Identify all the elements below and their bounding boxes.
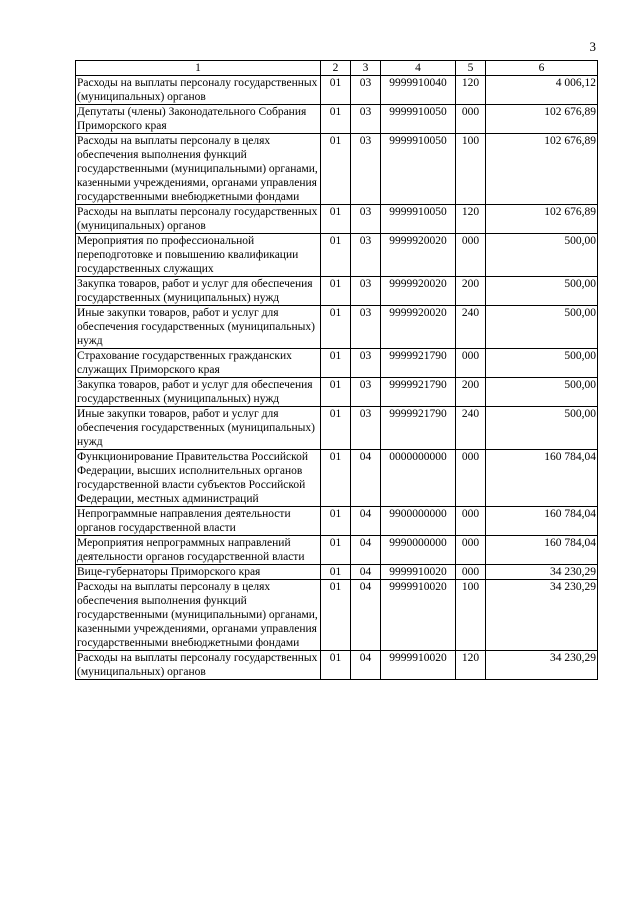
row-target-item-cell: 9990000000 [381, 536, 456, 565]
row-section-cell: 01 [321, 205, 351, 234]
table-row [76, 306, 598, 349]
row-subsection-cell: 03 [351, 76, 381, 105]
table-row [76, 565, 598, 580]
table-row [76, 651, 598, 680]
row-target-item-cell: 9900000000 [381, 507, 456, 536]
row-target-item-cell: 9999921790 [381, 349, 456, 378]
table-row [76, 349, 598, 378]
table-row [76, 378, 598, 407]
row-expense-type-cell: 000 [456, 565, 486, 580]
row-expense-type-cell: 240 [456, 306, 486, 349]
row-expense-type-cell: 100 [456, 580, 486, 651]
table-row [76, 536, 598, 565]
row-name-cell: Мероприятия по профессиональной переподготовке и повышению квалификации государственных служащих [76, 234, 321, 277]
table-row [76, 105, 598, 134]
column-header: 5 [456, 61, 486, 76]
row-section-cell: 01 [321, 407, 351, 450]
row-target-item-cell: 9999910040 [381, 76, 456, 105]
budget-table [75, 60, 598, 680]
row-expense-type-cell: 000 [456, 105, 486, 134]
table-row [76, 277, 598, 306]
row-subsection-cell: 04 [351, 536, 381, 565]
row-target-item-cell: 9999921790 [381, 378, 456, 407]
row-section-cell: 01 [321, 349, 351, 378]
row-name-cell: Функционирование Правительства Российской Федерации, высших исполнительных органов государственной власти субъектов Российской Федерации, местных администраций [76, 450, 321, 507]
row-expense-type-cell: 200 [456, 378, 486, 407]
page-number: 3 [589, 39, 596, 54]
row-name-cell: Расходы на выплаты персоналу государственных (муниципальных) органов [76, 205, 321, 234]
row-subsection-cell: 03 [351, 105, 381, 134]
row-name-cell: Расходы на выплаты персоналу в целях обеспечения выполнения функций государственными (муниципальными) органами, казенными учреждениями, органами управления государственными внебюджетными фондами [76, 134, 321, 205]
column-header: 2 [321, 61, 351, 76]
table-row [76, 134, 598, 205]
row-section-cell: 01 [321, 651, 351, 680]
row-amount-cell: 500,00 [486, 277, 598, 306]
row-subsection-cell: 03 [351, 378, 381, 407]
row-amount-cell: 34 230,29 [486, 565, 598, 580]
row-expense-type-cell: 000 [456, 234, 486, 277]
row-target-item-cell: 9999910050 [381, 205, 456, 234]
table-row [76, 580, 598, 651]
row-amount-cell: 34 230,29 [486, 580, 598, 651]
row-subsection-cell: 03 [351, 134, 381, 205]
row-name-cell: Вице-губернаторы Приморского края [76, 565, 321, 580]
row-amount-cell: 34 230,29 [486, 651, 598, 680]
row-target-item-cell: 9999910020 [381, 580, 456, 651]
row-section-cell: 01 [321, 134, 351, 205]
row-expense-type-cell: 000 [456, 536, 486, 565]
row-name-cell: Расходы на выплаты персоналу в целях обеспечения выполнения функций государственными (муниципальными) органами, казенными учреждениями, органами управления государственными внебюджетными фондами [76, 580, 321, 651]
row-target-item-cell: 9999920020 [381, 234, 456, 277]
row-amount-cell: 160 784,04 [486, 536, 598, 565]
row-amount-cell: 160 784,04 [486, 450, 598, 507]
column-number-row [76, 61, 598, 76]
row-section-cell: 01 [321, 580, 351, 651]
row-subsection-cell: 03 [351, 234, 381, 277]
row-name-cell: Мероприятия непрограммных направлений деятельности органов государственной власти [76, 536, 321, 565]
row-expense-type-cell: 120 [456, 205, 486, 234]
row-section-cell: 01 [321, 565, 351, 580]
row-name-cell: Иные закупки товаров, работ и услуг для обеспечения государственных (муниципальных) нужд [76, 306, 321, 349]
row-target-item-cell: 9999910050 [381, 105, 456, 134]
row-target-item-cell: 0000000000 [381, 450, 456, 507]
row-subsection-cell: 04 [351, 580, 381, 651]
row-amount-cell: 500,00 [486, 234, 598, 277]
row-subsection-cell: 03 [351, 205, 381, 234]
row-amount-cell: 4 006,12 [486, 76, 598, 105]
row-expense-type-cell: 200 [456, 277, 486, 306]
row-target-item-cell: 9999920020 [381, 306, 456, 349]
row-subsection-cell: 04 [351, 651, 381, 680]
row-amount-cell: 102 676,89 [486, 105, 598, 134]
table-row [76, 407, 598, 450]
row-subsection-cell: 04 [351, 507, 381, 536]
row-name-cell: Закупка товаров, работ и услуг для обеспечения государственных (муниципальных) нужд [76, 378, 321, 407]
row-name-cell: Закупка товаров, работ и услуг для обеспечения государственных (муниципальных) нужд [76, 277, 321, 306]
row-amount-cell: 500,00 [486, 306, 598, 349]
row-target-item-cell: 9999910020 [381, 565, 456, 580]
table-body [76, 76, 598, 680]
row-target-item-cell: 9999921790 [381, 407, 456, 450]
row-subsection-cell: 04 [351, 565, 381, 580]
table-row [76, 205, 598, 234]
column-header: 4 [381, 61, 456, 76]
row-subsection-cell: 03 [351, 349, 381, 378]
row-amount-cell: 500,00 [486, 407, 598, 450]
table-row [76, 507, 598, 536]
row-amount-cell: 500,00 [486, 378, 598, 407]
row-subsection-cell: 03 [351, 407, 381, 450]
row-expense-type-cell: 100 [456, 134, 486, 205]
row-subsection-cell: 03 [351, 277, 381, 306]
table-row [76, 76, 598, 105]
row-expense-type-cell: 120 [456, 651, 486, 680]
row-expense-type-cell: 000 [456, 450, 486, 507]
row-amount-cell: 102 676,89 [486, 205, 598, 234]
row-section-cell: 01 [321, 234, 351, 277]
table-row [76, 234, 598, 277]
row-amount-cell: 160 784,04 [486, 507, 598, 536]
row-section-cell: 01 [321, 76, 351, 105]
row-section-cell: 01 [321, 105, 351, 134]
row-name-cell: Расходы на выплаты персоналу государственных (муниципальных) органов [76, 76, 321, 105]
row-section-cell: 01 [321, 306, 351, 349]
row-name-cell: Депутаты (члены) Законодательного Собрания Приморского края [76, 105, 321, 134]
column-header: 6 [486, 61, 598, 76]
row-name-cell: Иные закупки товаров, работ и услуг для обеспечения государственных (муниципальных) нужд [76, 407, 321, 450]
row-target-item-cell: 9999920020 [381, 277, 456, 306]
column-header: 3 [351, 61, 381, 76]
row-name-cell: Расходы на выплаты персоналу государственных (муниципальных) органов [76, 651, 321, 680]
row-expense-type-cell: 000 [456, 507, 486, 536]
row-target-item-cell: 9999910020 [381, 651, 456, 680]
row-section-cell: 01 [321, 507, 351, 536]
row-expense-type-cell: 120 [456, 76, 486, 105]
row-section-cell: 01 [321, 450, 351, 507]
row-amount-cell: 500,00 [486, 349, 598, 378]
row-subsection-cell: 03 [351, 306, 381, 349]
row-expense-type-cell: 240 [456, 407, 486, 450]
row-amount-cell: 102 676,89 [486, 134, 598, 205]
column-header: 1 [76, 61, 321, 76]
row-expense-type-cell: 000 [456, 349, 486, 378]
row-name-cell: Непрограммные направления деятельности органов государственной власти [76, 507, 321, 536]
row-name-cell: Страхование государственных гражданских служащих Приморского края [76, 349, 321, 378]
row-subsection-cell: 04 [351, 450, 381, 507]
table-row [76, 450, 598, 507]
row-section-cell: 01 [321, 536, 351, 565]
row-section-cell: 01 [321, 378, 351, 407]
row-section-cell: 01 [321, 277, 351, 306]
row-target-item-cell: 9999910050 [381, 134, 456, 205]
